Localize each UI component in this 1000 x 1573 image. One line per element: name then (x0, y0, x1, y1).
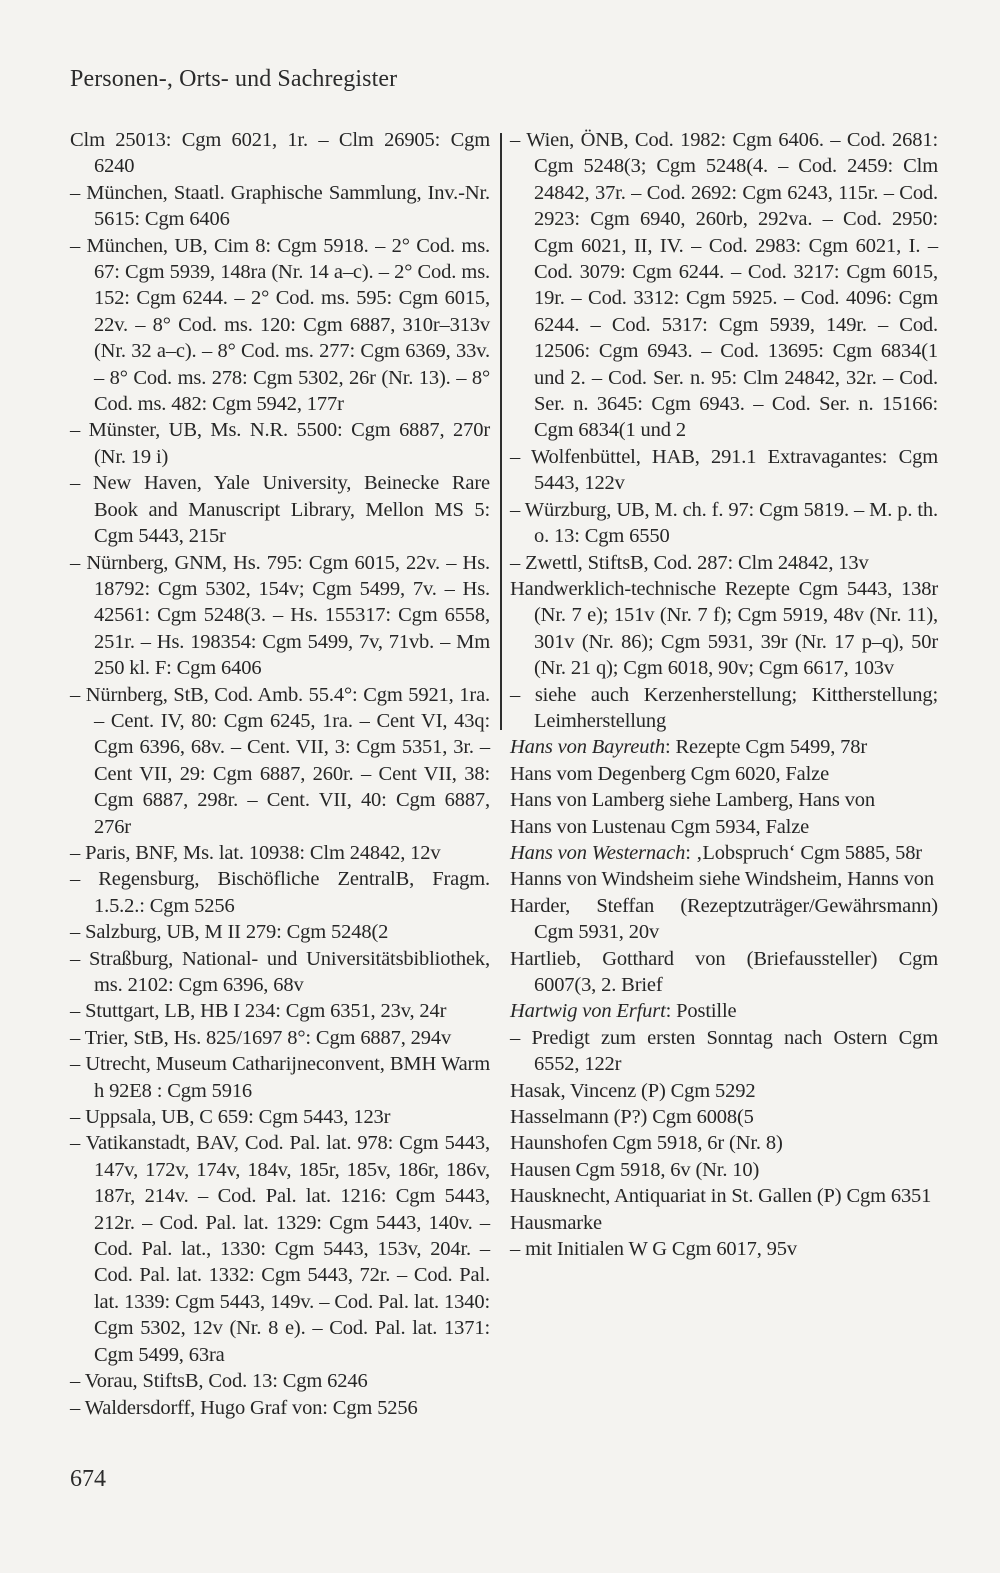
index-entry-text: Hans vom Degenberg Cgm 6020, Falze (510, 762, 830, 785)
index-entry-text: – Wolfenbüttel, HAB, 291.1 Extravagantes: Cgm 5443, 122v (510, 445, 938, 495)
index-entry-text: : Postille (665, 1000, 737, 1023)
index-entry (70, 866, 490, 919)
index-entry-text: – Salzburg, UB, M II 279: Cgm 5248(2 (70, 921, 389, 944)
index-entry (70, 1368, 490, 1394)
index-entry (510, 1210, 938, 1236)
index-entry (510, 444, 938, 497)
index-entry-text: – Trier, StB, Hs. 825/1697 8°: Cgm 6887, 294v (70, 1026, 452, 1049)
index-entry (70, 840, 490, 866)
index-entry (510, 893, 938, 946)
index-entry-text: – Vatikanstadt, BAV, Cod. Pal. lat. 978: Cgm 5443, 147v, 172v, 174v, 184v, 185r, 185v, 186r, 186v, 187r, 214v. – Cod. Pal. lat. 1216: Cgm 5443, 212r. – Cod. Pal. lat. 1329: Cgm 5443, 140v. – Cod. Pal. lat., 1330: Cgm 5443, 153v, 204r. – Cod. Pal. lat. 1332: Cgm 5443, 72r. – Cod. Pal. lat. 1339: Cgm 5443, 149v. – Cod. Pal. lat. 1340: Cgm 5302, 12v (Nr. 8 e). – Cod. Pal. lat. 1371: Cgm 5499, 63ra (70, 1132, 490, 1366)
index-entry-text: – mit Initialen W G Cgm 6017, 95v (510, 1238, 797, 1261)
page-number: 674 (70, 1466, 106, 1492)
index-entry-text: – Paris, BNF, Ms. lat. 10938: Clm 24842, 12v (70, 841, 441, 864)
index-entry (510, 1236, 938, 1262)
index-entry-text: – Würzburg, UB, M. ch. f. 97: Cgm 5819. – M. p. th. o. 13: Cgm 6550 (510, 498, 938, 548)
index-entry (510, 127, 938, 444)
index-entry (70, 1051, 490, 1104)
index-entry-text: – Münster, UB, Ms. N.R. 5500: Cgm 6887, 270r (Nr. 19 i) (70, 419, 490, 468)
index-entry-text: – Wien, ÖNB, Cod. 1982: Cgm 6406. – Cod. 2681: Cgm 5248(3; Cgm 5248(4. – Cod. 2459: Clm 24842, 37r. – Cod. 2692: Cgm 6243, 115r. – Cod. 2923: Cgm 6940, 260rb, 292va. – Cod. 2950: Cgm 6021, II, IV. – Cod. 2983: Cgm 6021, I. – Cod. 3079: Cgm 6244. – Cod. 3217: Cgm 6015, 19r. – Cod. 3312: Cgm 5925. – Cod. 4096: Cgm 6244. – Cod. 5317: Cgm 5939, 149r. – Cod. 12506: Cgm 6943. – Cod. 13695: Cgm 6834(1 und 2. – Cod. Ser. n. 95: Clm 24842, 32r. – Cod. Ser. n. 3645: Cgm 6943. – Cod. Ser. n. 15166: Cgm 6834(1 und 2 (510, 129, 938, 442)
index-entry-text: : Rezepte Cgm 5499, 78r (664, 736, 868, 759)
index-entry (510, 497, 938, 550)
index-entry (510, 761, 938, 787)
index-entry (70, 998, 490, 1024)
index-entry-text: – Zwettl, StiftsB, Cod. 287: Clm 24842, 13v (510, 551, 869, 574)
index-entry (70, 1130, 490, 1368)
index-entry (70, 1395, 490, 1421)
index-column-right (510, 127, 938, 1262)
index-entry (510, 1183, 938, 1209)
index-entry (510, 682, 938, 735)
index-entry-text: – Predigt zum ersten Sonntag nach Ostern Cgm 6552, 122r (510, 1026, 938, 1076)
index-entry (510, 866, 938, 892)
index-entry (70, 127, 490, 180)
index-entry (510, 576, 938, 682)
index-entry-author: Hans von Bayreuth (510, 736, 665, 759)
index-entry-text: – Utrecht, Museum Catharijneconvent, BMH Warm h 92E8 : Cgm 5916 (70, 1053, 490, 1102)
index-entry-author: Hartwig von Erfurt (510, 1000, 666, 1023)
index-entry-text: – Nürnberg, StB, Cod. Amb. 55.4°: Cgm 5921, 1ra. – Cent. IV, 80: Cgm 6245, 1ra. – Cent VI, 43q: Cgm 6396, 68v. – Cent. VII, 3: Cgm 5351, 3r. – Cent VII, 29: Cgm 6887, 260r. – Cent VII, 38: Cgm 6887, 298r. – Cent. VII, 40: Cgm 6887, 276r (70, 683, 490, 838)
index-entry (510, 840, 938, 866)
index-entry-text: Hans von Lamberg siehe Lamberg, Hans von (510, 789, 876, 812)
index-entry-text: – Regensburg, Bischöfliche ZentralB, Fragm. 1.5.2.: Cgm 5256 (70, 868, 490, 917)
index-entry-text: Hausknecht, Antiquariat in St. Gallen (P) Cgm 6351 (510, 1185, 932, 1208)
index-entry-text: Hasselmann (P?) Cgm 6008(5 (510, 1106, 754, 1129)
index-entry-text: : ‚Lobspruch‘ Cgm 5885, 58r (685, 841, 922, 864)
index-entry (510, 1025, 938, 1078)
index-entry (70, 1025, 490, 1051)
index-entry (70, 550, 490, 682)
index-entry (510, 998, 938, 1024)
index-entry-text: – Vorau, StiftsB, Cod. 13: Cgm 6246 (70, 1370, 368, 1393)
index-entry (510, 814, 938, 840)
index-entry-text: – New Haven, Yale University, Beinecke Rare Book and Manuscript Library, Mellon MS 5: Cgm 5443, 215r (70, 472, 490, 548)
index-entry-text: – München, Staatl. Graphische Sammlung, Inv.-Nr. 5615: Cgm 6406 (70, 181, 490, 231)
index-entry-text: Hausen Cgm 5918, 6v (Nr. 10) (510, 1158, 760, 1181)
column-divider (500, 133, 502, 730)
index-entry-author: Hans von Westernach (510, 841, 686, 864)
index-entry-text: – Uppsala, UB, C 659: Cgm 5443, 123r (70, 1106, 391, 1129)
index-entry (70, 417, 490, 470)
index-entry (510, 734, 938, 760)
index-entry-text: Handwerklich-technische Rezepte Cgm 5443, 138r (Nr. 7 e); 151v (Nr. 7 f); Cgm 5919, 48v (Nr. 11), 301v (Nr. 86); Cgm 5931, 39r (Nr. 17 p–q), 50r (Nr. 21 q); Cgm 6018, 90v; Cgm 6617, 103v (510, 577, 938, 680)
index-entry (70, 1104, 490, 1130)
index-entry (510, 946, 938, 999)
index-entry (70, 682, 490, 840)
index-entry (510, 1157, 938, 1183)
index-entry-text: – München, UB, Cim 8: Cgm 5918. – 2° Cod. ms. 67: Cgm 5939, 148ra (Nr. 14 a–c). – 2° Cod. ms. 152: Cgm 6244. – 2° Cod. ms. 595: Cgm 6015, 22v. – 8° Cod. ms. 120: Cgm 6887, 310r–313v (Nr. 32 a–c). – 8° Cod. ms. 277: Cgm 6369, 33v. – 8° Cod. ms. 278: Cgm 5302, 26r (Nr. 13). – 8° Cod. ms. 482: Cgm 5942, 177r (70, 234, 490, 416)
index-entry (510, 1104, 938, 1130)
index-entry-text: – siehe auch Kerzenherstellung; Kittherstellung; Leimherstellung (510, 683, 938, 732)
index-entry-text: – Straßburg, National- und Universitätsbibliothek, ms. 2102: Cgm 6396, 68v (70, 947, 490, 996)
index-column-left (70, 127, 490, 1421)
index-entry (510, 1130, 938, 1156)
index-entry (510, 1078, 938, 1104)
index-entry (510, 550, 938, 576)
index-entry-text: – Stuttgart, LB, HB I 234: Cgm 6351, 23v, 24r (70, 1000, 447, 1023)
index-entry (70, 919, 490, 945)
index-entry (70, 180, 490, 233)
index-entry (510, 787, 938, 813)
index-entry-text: – Nürnberg, GNM, Hs. 795: Cgm 6015, 22v. – Hs. 18792: Cgm 5302, 154v; Cgm 5499, 7v. – Hs. 42561: Cgm 5248(3. – Hs. 155317: Cgm 6558, 251r. – Hs. 198354: Cgm 5499, 7v, 71vb. – Mm 250 kl. F: Cgm 6406 (70, 551, 490, 680)
index-entry-text: Haunshofen Cgm 5918, 6r (Nr. 8) (510, 1132, 783, 1155)
index-entry-text: Hausmarke (510, 1211, 603, 1234)
index-entry (70, 470, 490, 549)
index-entry-text: Hasak, Vincenz (P) Cgm 5292 (510, 1079, 756, 1102)
running-header: Personen-, Orts- und Sachregister (70, 66, 398, 92)
index-entry (70, 946, 490, 999)
index-entry-text: Hanns von Windsheim siehe Windsheim, Hanns von (510, 868, 935, 891)
index-entry (70, 233, 490, 418)
index-entry-text: Hans von Lustenau Cgm 5934, Falze (510, 815, 810, 838)
index-entry-text: Harder, Steffan (Rezeptzuträger/Gewährsmann) Cgm 5931, 20v (510, 894, 938, 944)
index-entry-text: Clm 25013: Cgm 6021, 1r. – Clm 26905: Cgm 6240 (70, 129, 490, 178)
index-entry-text: – Waldersdorff, Hugo Graf von: Cgm 5256 (70, 1396, 418, 1419)
index-entry-text: Hartlieb, Gotthard von (Briefaussteller) Cgm 6007(3, 2. Brief (510, 947, 938, 996)
